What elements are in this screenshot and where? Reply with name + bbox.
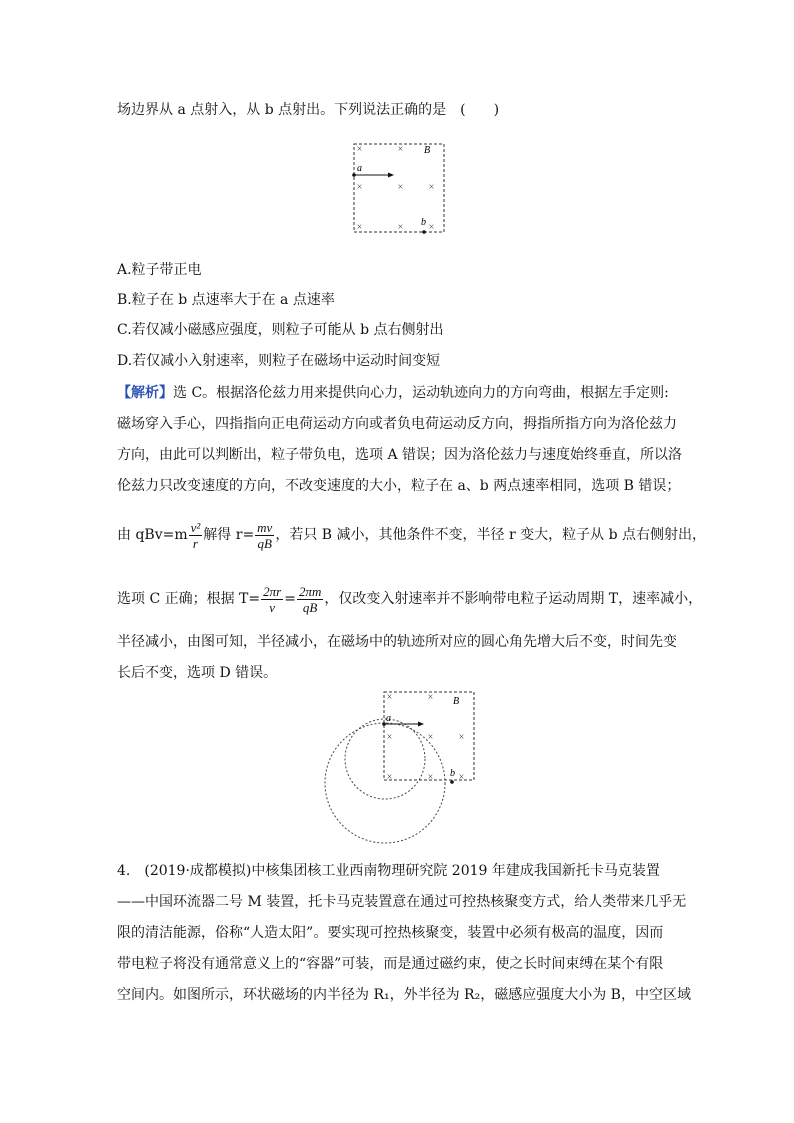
small-trajectory-circle bbox=[345, 719, 425, 799]
equation-line-2 bbox=[117, 576, 702, 622]
eq1-prefix: 由 qBv=m bbox=[117, 527, 188, 543]
problem4-line-3: 限的清洁能源，俗称“人造太阳”。要实现可控热核聚变，装置中必须有极高的温度，因而 bbox=[117, 925, 664, 941]
option-c: C.若仅减小磁感应强度，则粒子可能从 b 点右侧射出 bbox=[117, 322, 444, 338]
arrow-head bbox=[418, 722, 424, 727]
equation-line-1 bbox=[117, 512, 706, 558]
analysis-tag: 【解析】 bbox=[117, 385, 173, 401]
question-intro: 场边界从 a 点射入，从 b 点射出。下列说法正确的是 ( ) bbox=[117, 102, 500, 118]
point-label-a: a bbox=[386, 713, 391, 724]
point-label-b: b bbox=[450, 768, 455, 779]
problem4-line-4: 带电粒子将没有通常意义上的“容器”可装，而是通过磁约束，使之长时间束缚在某个有限 bbox=[117, 956, 664, 972]
analysis-text: 选 C。根据洛伦兹力用来提供向心力，运动轨迹向力的方向弯曲，根据左手定则: bbox=[173, 385, 669, 401]
arrow-head bbox=[388, 173, 394, 178]
cross-mark: × bbox=[428, 222, 435, 233]
cross-mark: × bbox=[386, 732, 393, 743]
option-b: B.粒子在 b 点速率大于在 a 点速率 bbox=[117, 292, 335, 308]
field-label-B: B bbox=[453, 696, 460, 707]
eq2-suffix: ，仅改变入射速率并不影响带电粒子运动周期 T，速率减小， bbox=[324, 591, 703, 607]
eq1-suffix: ，若只 B 减小，其他条件不变，半径 r 变大，粒子从 b 点右侧射出， bbox=[275, 527, 706, 543]
magnetic-field-figure-1 bbox=[350, 140, 450, 236]
fraction: $\frac{mv}{qB}$ bbox=[257, 519, 273, 551]
analysis-line-3: 方向，由此可以判断出，粒子带负电，选项 A 错误；因为洛伦兹力与速度始终垂直，所以洛 bbox=[117, 447, 683, 463]
cross-mark: × bbox=[428, 182, 435, 193]
point-label-a: a bbox=[357, 163, 362, 174]
cross-mark: × bbox=[356, 222, 363, 233]
cross-mark: × bbox=[386, 692, 393, 703]
eq2-equals: = bbox=[284, 591, 296, 607]
option-d: D.若仅减小入射速率，则粒子在磁场中运动时间变短 bbox=[117, 353, 441, 369]
analysis-line-7: 半径减小，由图可知，半径减小，在磁场中的轨迹所对应的圆心角先增大后不变，时间先变 bbox=[117, 634, 677, 650]
cross-mark: × bbox=[356, 144, 363, 155]
eq1-mid: 解得 r= bbox=[203, 527, 255, 543]
analysis-line-1 bbox=[117, 383, 669, 403]
point-label-b: b bbox=[421, 217, 426, 228]
analysis-line-2: 磁场穿入手心，四指指向正电荷运动方向或者负电荷运动反方向，拇指所指方向为洛伦兹力 bbox=[117, 416, 677, 432]
cross-mark: × bbox=[427, 772, 434, 783]
cross-mark: × bbox=[427, 692, 434, 703]
point-b bbox=[422, 230, 426, 234]
analysis-line-4: 伦兹力只改变速度的方向，不改变速度的大小，粒子在 a、b 两点速率相同，选项 B 错误； bbox=[117, 478, 681, 494]
cross-mark: × bbox=[397, 144, 404, 155]
point-b bbox=[450, 780, 454, 784]
fraction: $\frac{2\pi m}{qB}$ bbox=[298, 583, 322, 615]
problem4-line-5: 空间内。如图所示，环状磁场的内半径为 R₁，外半径为 R₂，磁感应强度大小为 B，中空区域 bbox=[117, 987, 691, 1003]
cross-mark: × bbox=[356, 182, 363, 193]
analysis-line-8: 长后不变，选项 D 错误。 bbox=[117, 665, 278, 681]
cross-mark: × bbox=[427, 732, 434, 743]
eq2-prefix: 选项 C 正确；根据 T= bbox=[117, 591, 261, 607]
magnetic-field-figure-2 bbox=[318, 688, 480, 850]
option-a: A.粒子带正电 bbox=[117, 262, 202, 278]
problem4-line-1: 4. (2019·成都模拟)中核集团核工业西南物理研究院 2019 年建成我国新托卡马克装置 bbox=[117, 863, 660, 879]
cross-mark: × bbox=[386, 772, 393, 783]
fraction: $\frac{\text{v²}}{r}$ bbox=[190, 519, 201, 551]
cross-mark: × bbox=[458, 732, 465, 743]
field-label-B: B bbox=[424, 145, 431, 156]
cross-mark: × bbox=[397, 182, 404, 193]
cross-mark: × bbox=[458, 772, 465, 783]
fraction: $\frac{2\pi r}{v}$ bbox=[263, 583, 282, 615]
problem4-line-2: ——中国环流器二号 M 装置，托卡马克装置意在通过可控热核聚变方式，给人类带来几乎无 bbox=[117, 894, 687, 910]
cross-mark: × bbox=[397, 222, 404, 233]
